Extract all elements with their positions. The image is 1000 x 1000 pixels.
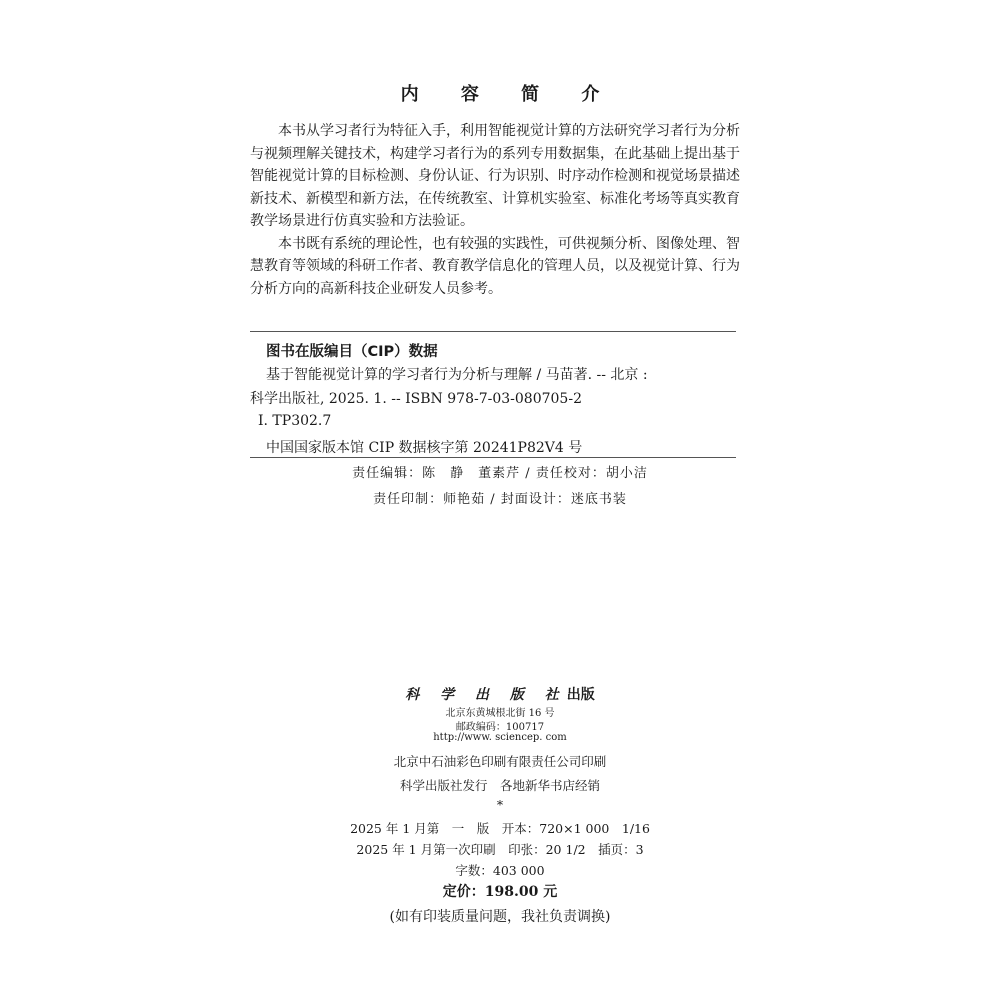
staff-printing-design: 责任印制：师艳茹 / 封面设计：迷底书装 [373, 492, 627, 507]
publisher-url: http://www. sciencep. com [433, 732, 567, 743]
intro-paragraph: 本书既有系统的理论性，也有较强的实践性，可供视频分析、图像处理、智慧教育等领域的科研工作者、教育教学信息化的管理人员，以及视觉计算、行为分析方向的高新科技企业研发人员参考。 [250, 235, 740, 297]
cip-top-rule [250, 331, 736, 332]
separator-star: * [496, 797, 504, 812]
intro-paragraph: 本书从学习者行为特征入手，利用智能视觉计算的方法研究学习者行为分析与视频理解关键技术，构建学习者行为的系列专用数据集，在此基础上提出基于智能视觉计算的目标检测、身份认证、行为识别、时序动作检测和视觉场景描述新技术、新模型和新方法，在传统教室、计算机实验室、标准化考场等真实教育教学场景进行仿真实验和方法验证。 [250, 123, 740, 229]
cip-heading: 图书在版编目（CIP）数据 [266, 344, 438, 360]
impression-line: 2025 年 1 月第一次印刷 印张：20 1/2 插页：3 [356, 842, 644, 857]
publisher-name-suffix: 出版 [566, 687, 595, 703]
quality-notice: (如有印装质量问题，我社负责调换) [389, 909, 611, 925]
publisher-postcode: 邮政编码：100717 [455, 722, 545, 733]
cip-line-classification: Ⅰ. TP302.7 [258, 413, 332, 429]
intro-body [250, 120, 740, 300]
cip-line-isbn: 科学出版社, 2025. 1. -- ISBN 978-7-03-080705-2 [250, 391, 582, 407]
cip-line-record-number: 中国国家版本馆 CIP 数据核字第 20241P82V4 号 [266, 440, 583, 456]
publisher-address: 北京东黄城根北街 16 号 [445, 708, 555, 719]
staff-editors: 责任编辑：陈 静 董素芹 / 责任校对：胡小洁 [352, 466, 648, 481]
cip-line-title: 基于智能视觉计算的学习者行为分析与理解 / 马苗著. -- 北京 : [266, 367, 648, 383]
publisher-logo-text: 科 学 出 版 社 [405, 687, 567, 703]
word-count: 字数：403 000 [455, 863, 545, 878]
printer-line: 北京中石油彩色印刷有限责任公司印刷 [393, 754, 607, 769]
publisher-name [0, 684, 1000, 704]
distribution-line: 科学出版社发行 各地新华书店经销 [399, 778, 600, 793]
price: 定价：198.00 元 [442, 884, 558, 900]
cip-bottom-rule [250, 457, 736, 458]
intro-title: 内 容 简 介 [400, 84, 618, 105]
edition-line: 2025 年 1 月第 一 版 开本：720×1 000 1/16 [350, 821, 650, 836]
